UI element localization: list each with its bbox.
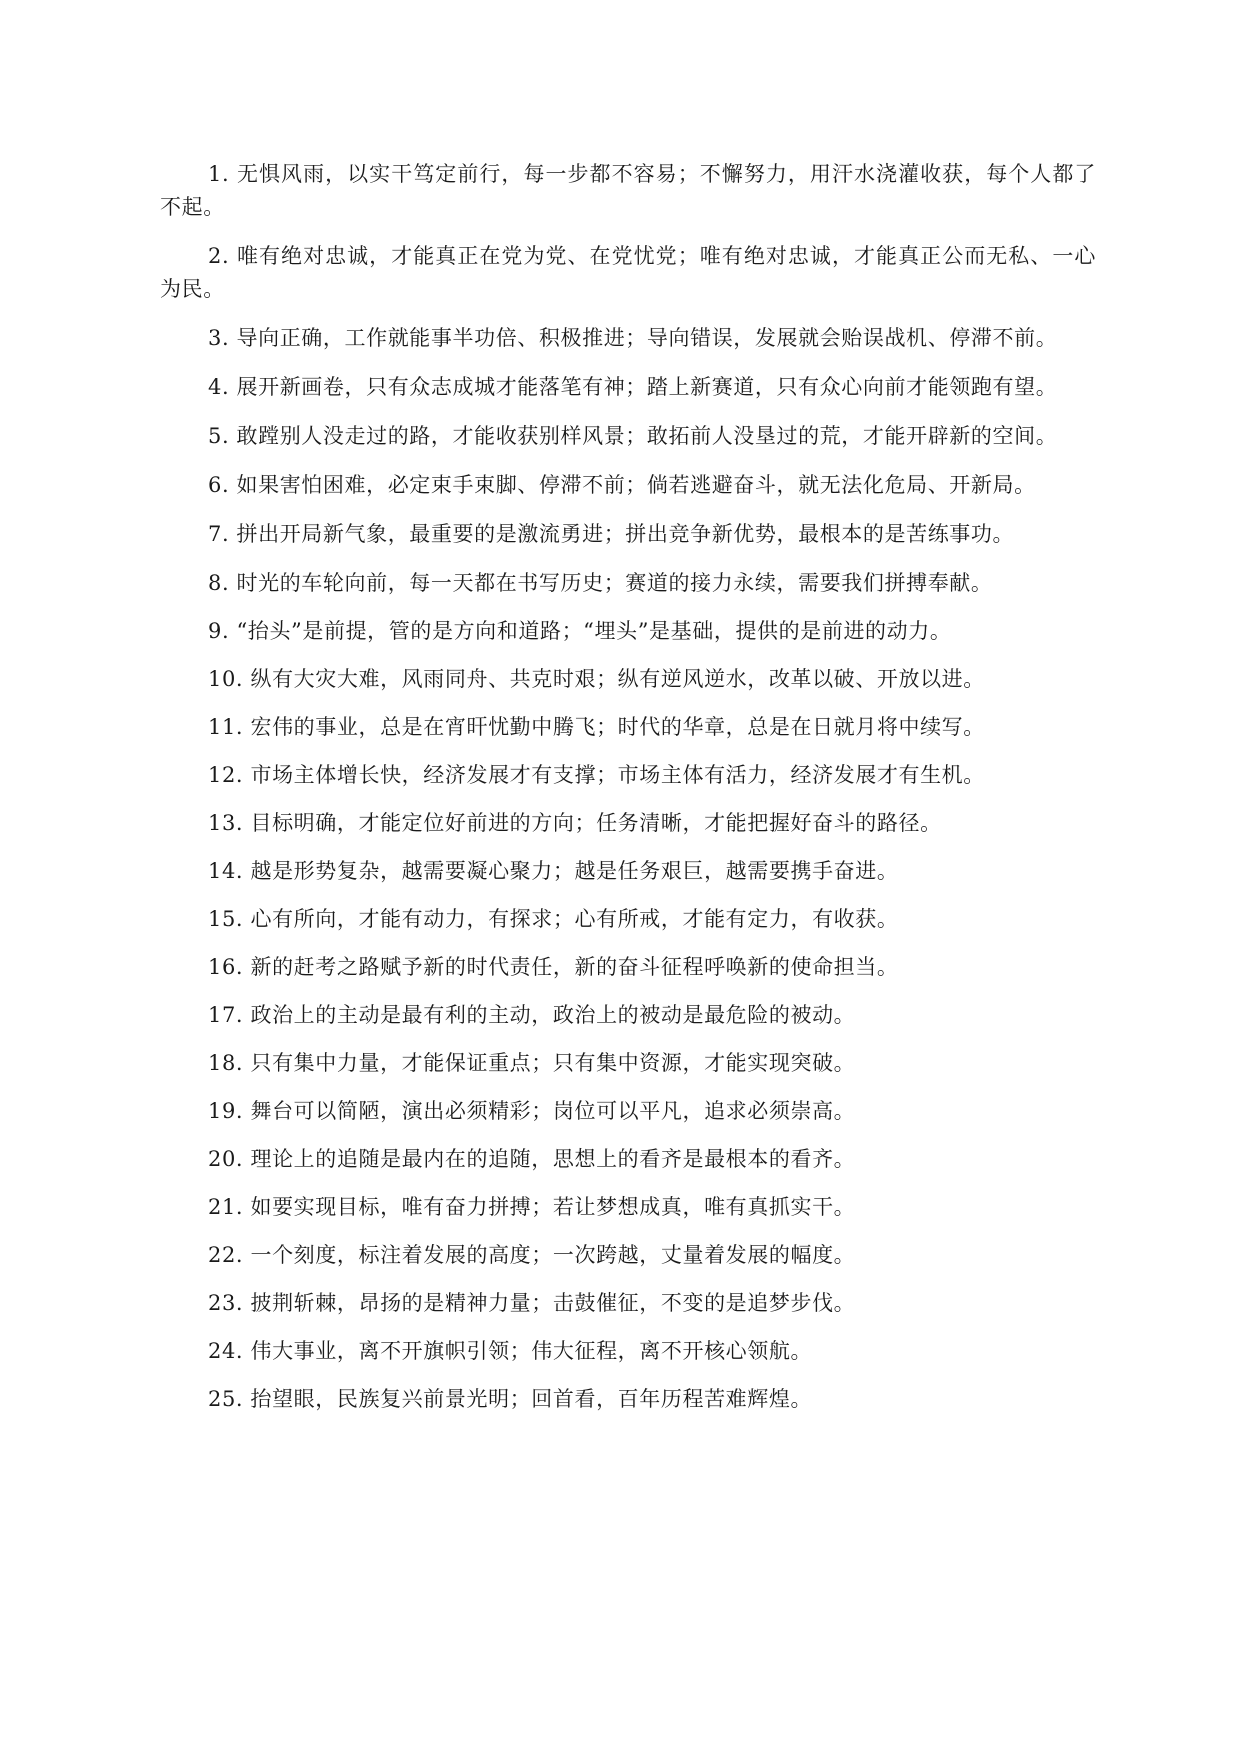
paragraph-17: 17. 政治上的主动是最有利的主动，政治上的被动是最危险的被动。 [208,1003,856,1027]
paragraph-24: 24. 伟大事业，离不开旗帜引领；伟大征程，离不开核心领航。 [208,1339,813,1363]
paragraph-2: 2. 唯有绝对忠诚，才能真正在党为党、在党忧党；唯有绝对忠诚，才能真正公而无私、一心为民。 [160,244,1096,301]
paragraph-1: 1. 无惧风雨，以实干笃定前行，每一步都不容易；不懈努力，用汗水浇灌收获，每个人都了不起。 [160,162,1096,219]
paragraph-16: 16. 新的赶考之路赋予新的时代责任，新的奋斗征程呼唤新的使命担当。 [208,955,899,979]
paragraph-10: 10. 纵有大灾大难，风雨同舟、共克时艰；纵有逆风逆水，改革以破、开放以进。 [208,667,985,691]
paragraph-12: 12. 市场主体增长快，经济发展才有支撑；市场主体有活力，经济发展才有生机。 [208,763,985,787]
paragraph-15: 15. 心有所向，才能有动力，有探求；心有所戒，才能有定力，有收获。 [208,907,899,931]
paragraph-7: 7. 拼出开局新气象，最重要的是激流勇进；拼出竞争新优势，最根本的是苦练事功。 [208,522,1015,546]
paragraph-20: 20. 理论上的追随是最内在的追随，思想上的看齐是最根本的看齐。 [208,1147,856,1171]
paragraph-8: 8. 时光的车轮向前，每一天都在书写历史；赛道的接力永续，需要我们拼搏奉献。 [208,571,993,595]
paragraph-14: 14. 越是形势复杂，越需要凝心聚力；越是任务艰巨，越需要携手奋进。 [208,859,899,883]
paragraph-18: 18. 只有集中力量，才能保证重点；只有集中资源，才能实现突破。 [208,1051,856,1075]
paragraph-9: 9. “抬头”是前提，管的是方向和道路；“埋头”是基础，提供的是前进的动力。 [208,619,952,643]
paragraph-13: 13. 目标明确，才能定位好前进的方向；任务清晰，才能把握好奋斗的路径。 [208,811,942,835]
paragraph-25: 25. 抬望眼，民族复兴前景光明；回首看，百年历程苦难辉煌。 [208,1387,813,1411]
paragraph-5: 5. 敢蹚别人没走过的路，才能收获别样风景；敢拓前人没垦过的荒，才能开辟新的空间。 [208,424,1058,448]
paragraph-22: 22. 一个刻度，标注着发展的高度；一次跨越，丈量着发展的幅度。 [208,1243,856,1267]
paragraph-4: 4. 展开新画卷，只有众志成城才能落笔有神；踏上新赛道，只有众心向前才能领跑有望。 [208,375,1058,399]
paragraph-23: 23. 披荆斩棘，昂扬的是精神力量；击鼓催征，不变的是追梦步伐。 [208,1291,856,1315]
paragraph-21: 21. 如要实现目标，唯有奋力拼搏；若让梦想成真，唯有真抓实干。 [208,1195,856,1219]
paragraph-3: 3. 导向正确，工作就能事半功倍、积极推进；导向错误，发展就会贻误战机、停滞不前。 [208,326,1058,350]
document-body [160,158,1096,1431]
paragraph-6: 6. 如果害怕困难，必定束手束脚、停滞不前；倘若逃避奋斗，就无法化危局、开新局。 [208,473,1036,497]
paragraph-11: 11. 宏伟的事业，总是在宵旰忧勤中腾飞；时代的华章，总是在日就月将中续写。 [208,715,985,739]
paragraph-19: 19. 舞台可以简陋，演出必须精彩；岗位可以平凡，追求必须崇高。 [208,1099,856,1123]
